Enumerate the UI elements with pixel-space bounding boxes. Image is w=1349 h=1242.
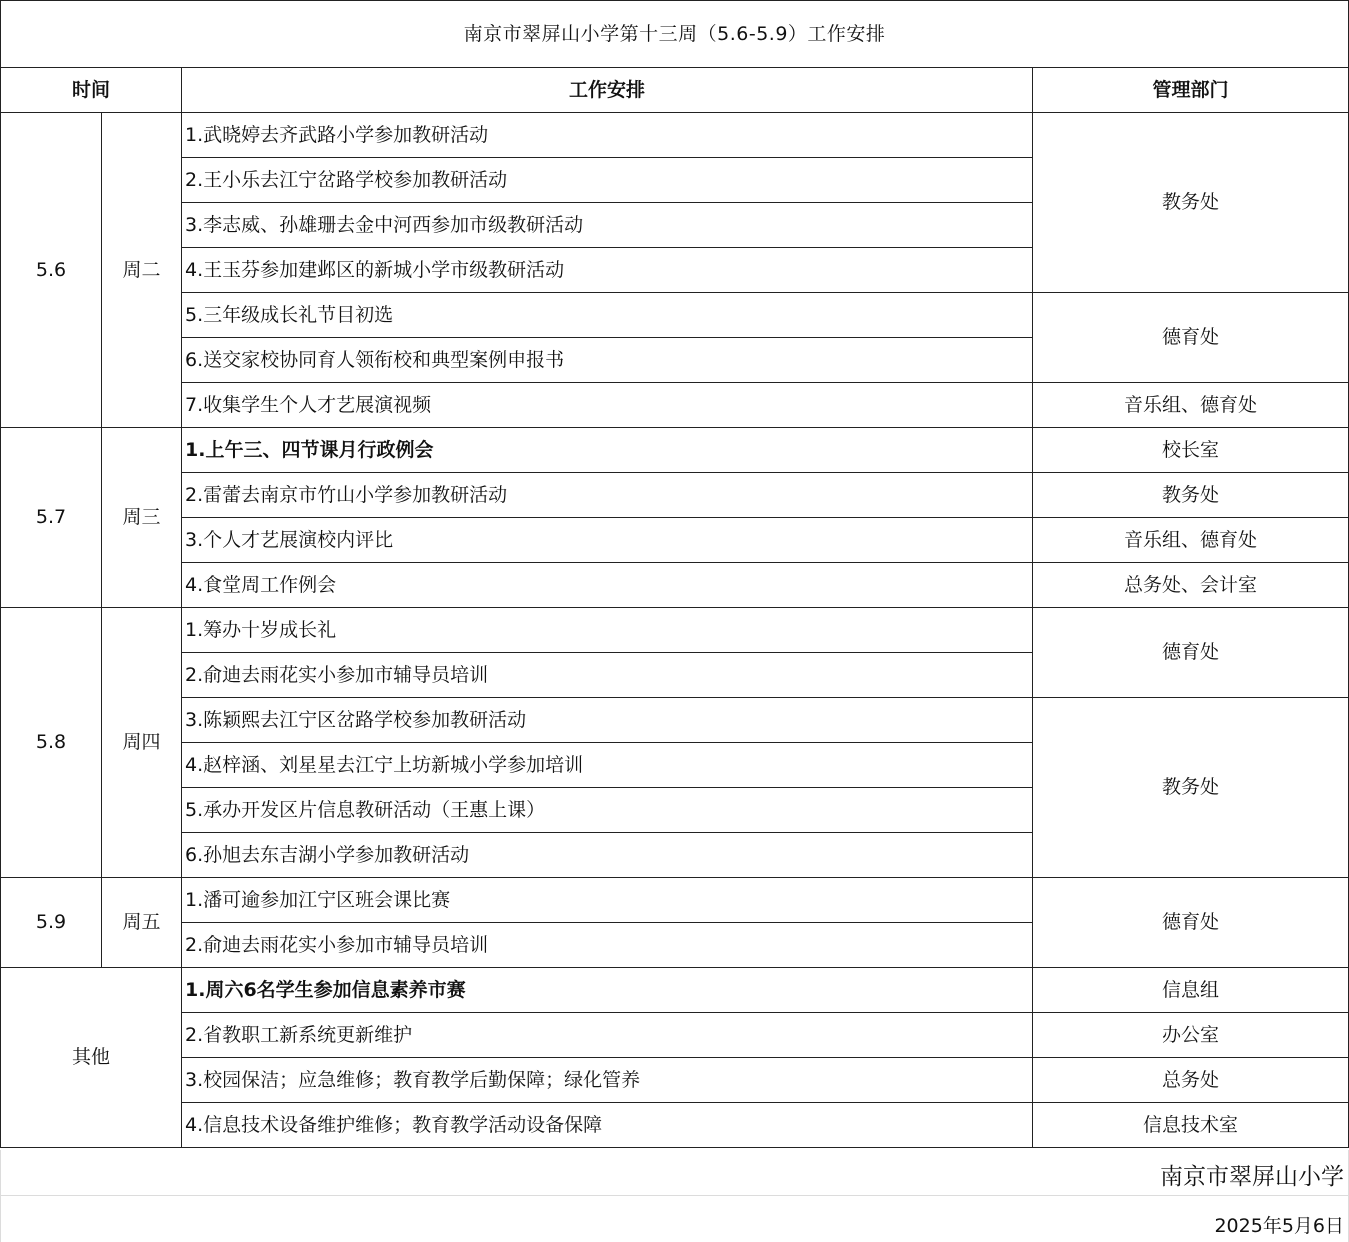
dept-cell: 教务处 [1033,113,1349,293]
dept-cell: 音乐组、德育处 [1033,518,1349,563]
header-work: 工作安排 [182,68,1033,113]
task-cell: 1.潘可逾参加江宁区班会课比赛 [182,878,1033,923]
gridline [0,1150,1,1242]
task-cell: 2.俞迪去雨花实小参加市辅导员培训 [182,653,1033,698]
task-cell: 4.食堂周工作例会 [182,563,1033,608]
dept-cell: 信息技术室 [1033,1103,1349,1148]
dept-cell: 信息组 [1033,968,1349,1013]
task-cell: 3.校园保洁；应急维修；教育教学后勤保障；绿化管养 [182,1058,1033,1103]
task-cell: 4.王玉芬参加建邺区的新城小学市级教研活动 [182,248,1033,293]
task-cell: 2.省教职工新系统更新维护 [182,1013,1033,1058]
dept-cell: 教务处 [1033,473,1349,518]
dept-cell: 教务处 [1033,698,1349,878]
task-cell: 3.李志威、孙雄珊去金中河西参加市级教研活动 [182,203,1033,248]
gridline [0,1195,1349,1196]
task-cell: 4.信息技术设备维护维修；教育教学活动设备保障 [182,1103,1033,1148]
task-cell: 6.送交家校协同育人领衔校和典型案例申报书 [182,338,1033,383]
task-cell: 1.上午三、四节课月行政例会 [182,428,1033,473]
task-cell: 1.周六6名学生参加信息素养市赛 [182,968,1033,1013]
task-cell: 2.雷蕾去南京市竹山小学参加教研活动 [182,473,1033,518]
dept-cell: 音乐组、德育处 [1033,383,1349,428]
task-cell: 1.筹办十岁成长礼 [182,608,1033,653]
date-cell: 5.9 [1,878,102,968]
task-cell: 2.俞迪去雨花实小参加市辅导员培训 [182,923,1033,968]
task-cell: 4.赵梓涵、刘星星去江宁上坊新城小学参加培训 [182,743,1033,788]
task-cell: 1.武晓婷去齐武路小学参加教研活动 [182,113,1033,158]
task-cell: 7.收集学生个人才艺展演视频 [182,383,1033,428]
task-cell: 5.承办开发区片信息教研活动（王惠上课） [182,788,1033,833]
weekday-cell: 周三 [102,428,182,608]
page-title: 南京市翠屏山小学第十三周（5.6-5.9）工作安排 [1,1,1349,68]
footer-date: 2025年5月6日 [1214,1215,1344,1237]
weekday-cell: 周二 [102,113,182,428]
date-cell: 5.8 [1,608,102,878]
header-dept: 管理部门 [1033,68,1349,113]
dept-cell: 德育处 [1033,293,1349,383]
task-cell: 3.个人才艺展演校内评比 [182,518,1033,563]
task-cell: 5.三年级成长礼节目初选 [182,293,1033,338]
dept-cell: 德育处 [1033,608,1349,698]
other-label: 其他 [1,968,182,1148]
date-cell: 5.7 [1,428,102,608]
dept-cell: 校长室 [1033,428,1349,473]
footer-school-name: 南京市翠屏山小学 [1160,1164,1344,1190]
task-cell: 6.孙旭去东吉湖小学参加教研活动 [182,833,1033,878]
dept-cell: 办公室 [1033,1013,1349,1058]
dept-cell: 德育处 [1033,878,1349,968]
date-cell: 5.6 [1,113,102,428]
dept-cell: 总务处、会计室 [1033,563,1349,608]
task-cell: 2.王小乐去江宁岔路学校参加教研活动 [182,158,1033,203]
weekday-cell: 周五 [102,878,182,968]
task-cell: 3.陈颖熙去江宁区岔路学校参加教研活动 [182,698,1033,743]
weekday-cell: 周四 [102,608,182,878]
dept-cell: 总务处 [1033,1058,1349,1103]
header-time: 时间 [1,68,182,113]
